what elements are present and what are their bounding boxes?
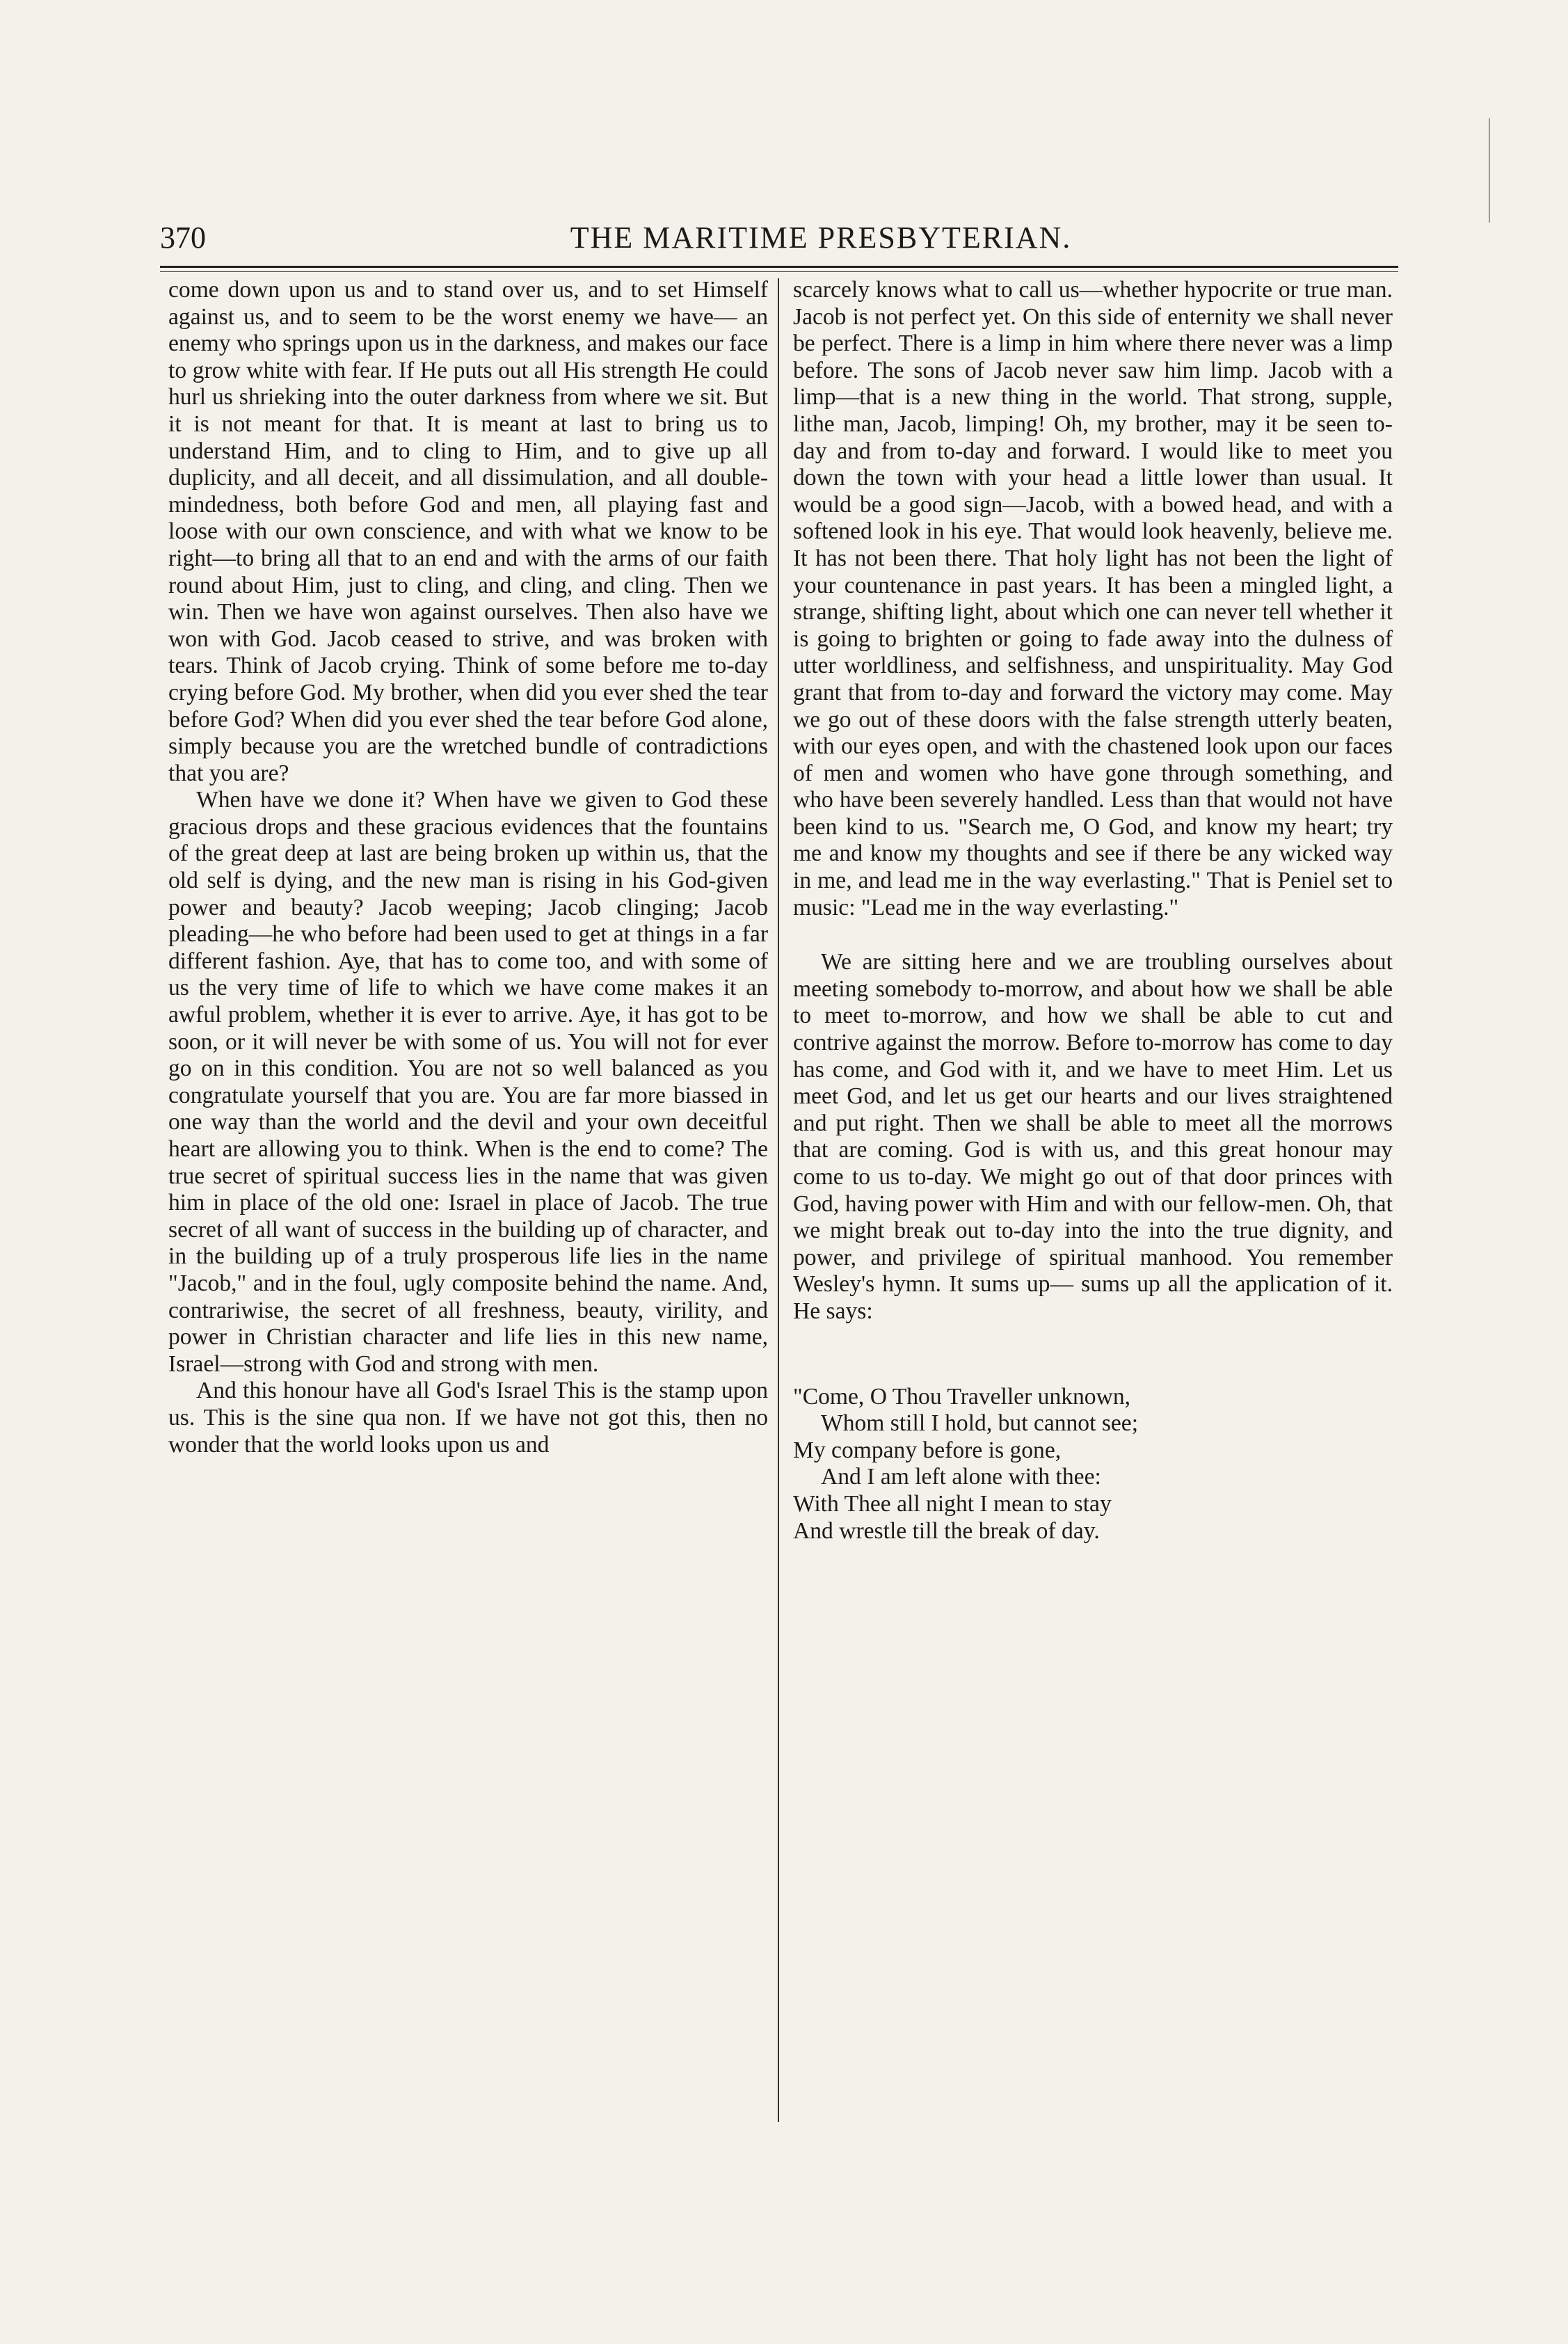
right-paragraph-2: We are sitting here and we are troubling ourselves about meeting somebody to-morrow, and about how we shall be able to meet to-morrow, and how we shall be able to cut and contrive against the morrow. Before to-morrow has come to day has come, and God with it, and we have to meet Him. Let us meet God, and let us get our hearts and our lives straightened and put right. Then we shall be able to meet all the morrows that are coming. God is with us, and this great honour may come to us to-day. We might go out of that door princes with God, having power with Him and with our fellow-men. Oh, that we might break out to-day into the into the true dignity, and power, and privilege of spiritual manhood. You remember Wesley's hymn. It sums up— sums up all the application of it. He says: [793,949,1393,1324]
left-column [168,277,768,1458]
page-number: 370 [160,221,206,255]
hymn-line: Whom still I hold, but cannot see; [821,1410,1139,1437]
right-paragraph-1: scarcely knows what to call us—whether hypocrite or true man. Jacob is not perfect yet. On this side of enternity we shall never be perfect. There is a limp in him where there never was a limp before. The sons of Jacob never saw him limp. Jacob with a limp—that is a new thing in the world. That strong, supple, lithe man, Jacob, limping! Oh, my brother, may it be seen to-day and from to-day and forward. I would like to meet you down the town with your head a little lower than usual. It would be a good sign—Jacob, with a bowed head, and with a softened look in his eye. That would look heavenly, believe me. It has not been there. That holy light has not been the light of your countenance in past years. It has been a mingled light, a strange, shifting light, about which one can never tell whether it is going to brighten or going to fade away into the dulness of utter worldliness, and selfishness, and unspirituality. May God grant that from to-day and forward the victory may come. May we go out of these doors with the false strength utterly beaten, with our eyes open, and with the chastened look upon our faces of men and women who have gone through something, and who have been severely handled. Less than that would not have been kind to us. "Search me, O God, and know my heart; try me and know my thoughts and see if there be any wicked way in me, and lead me in the way everlasting." That is Peniel set to music: "Lead me in the way everlasting." [793,277,1393,920]
column-divider [778,278,779,2122]
left-paragraph-2: When have we done it? When have we given to God these gracious drops and these gracious evidences that the fountains of the great deep at last are being broken up within us, that the old self is dying, and the new man is rising in his God-given power and beauty? Jacob weeping; Jacob clinging; Jacob pleading—he who before had been used to get at things in a far different fashion. Aye, that has to come too, and with some of us the very time of life to which we have come makes it an awful problem, whether it is ever to arrive. Aye, it has got to be soon, or it will never be with some of us. You will not for ever go on in this condition. You are not so well balanced as you congratulate yourself that you are. You are far more biassed in one way than the world and the devil and your own deceitful heart are allowing you to think. When is the end to come? The true secret of spiritual success lies in the name that was given him in place of the old one: Israel in place of Jacob. The true secret of all want of success in the building up of character, and in the building up of a truly prosperous life lies in the name "Jacob," and in the foul, ugly composite behind the name. And, contrariwise, the secret of all freshness, beauty, virility, and power in Christian character and life lies in this new name, Israel—strong with God and strong with men. [168,787,768,1377]
left-paragraph-1: come down upon us and to stand over us, and to set Himself against us, and to seem to be the worst enemy we have— an enemy who springs upon us in the darkness, and makes our face to grow white with fear. If He puts out all His strength He could hurl us shrieking into the outer darkness from where we sit. But it is not meant for that. It is meant at last to bring us to understand Him, and to cling to Him, and to give up all duplicity, and all deceit, and all dissimulation, and all double-mindedness, both before God and men, all playing fast and loose with our own conscience, and with what we know to be right—to bring all that to an end and with the arms of our faith round about Him, just to cling, and cling, and cling. Then we win. Then we have won against ourselves. Then also have we won with God. Jacob ceased to strive, and was broken with tears. Think of Jacob crying. Think of some before me to-day crying before God. My brother, when did you ever shed the tear before God? When did you ever shed the tear before God alone, simply because you are the wretched bundle of contradictions that you are? [168,277,768,786]
hymn-line: And I am left alone with thee: [821,1464,1101,1490]
hymn-line: And wrestle till the break of day. [793,1517,1100,1544]
margin-mark [1489,118,1490,223]
left-paragraph-3: And this honour have all God's Israel This is the stamp upon us. This is the sine qua non. If we have not got this, then no wonder that the world looks upon us and [168,1378,768,1458]
hymn-line: "Come, O Thou Traveller unknown, [793,1383,1131,1410]
running-title: THE MARITIME PRESBYTERIAN. [570,221,1072,255]
hymn-line: My company before is gone, [793,1437,1062,1463]
right-column [793,277,1393,1545]
header-rule [160,266,1398,268]
page-header [160,217,1398,259]
hymn-verse [793,1384,1393,1545]
hymn-line: With Thee all night I mean to stay [793,1490,1112,1517]
header-rule-thin [160,271,1398,272]
